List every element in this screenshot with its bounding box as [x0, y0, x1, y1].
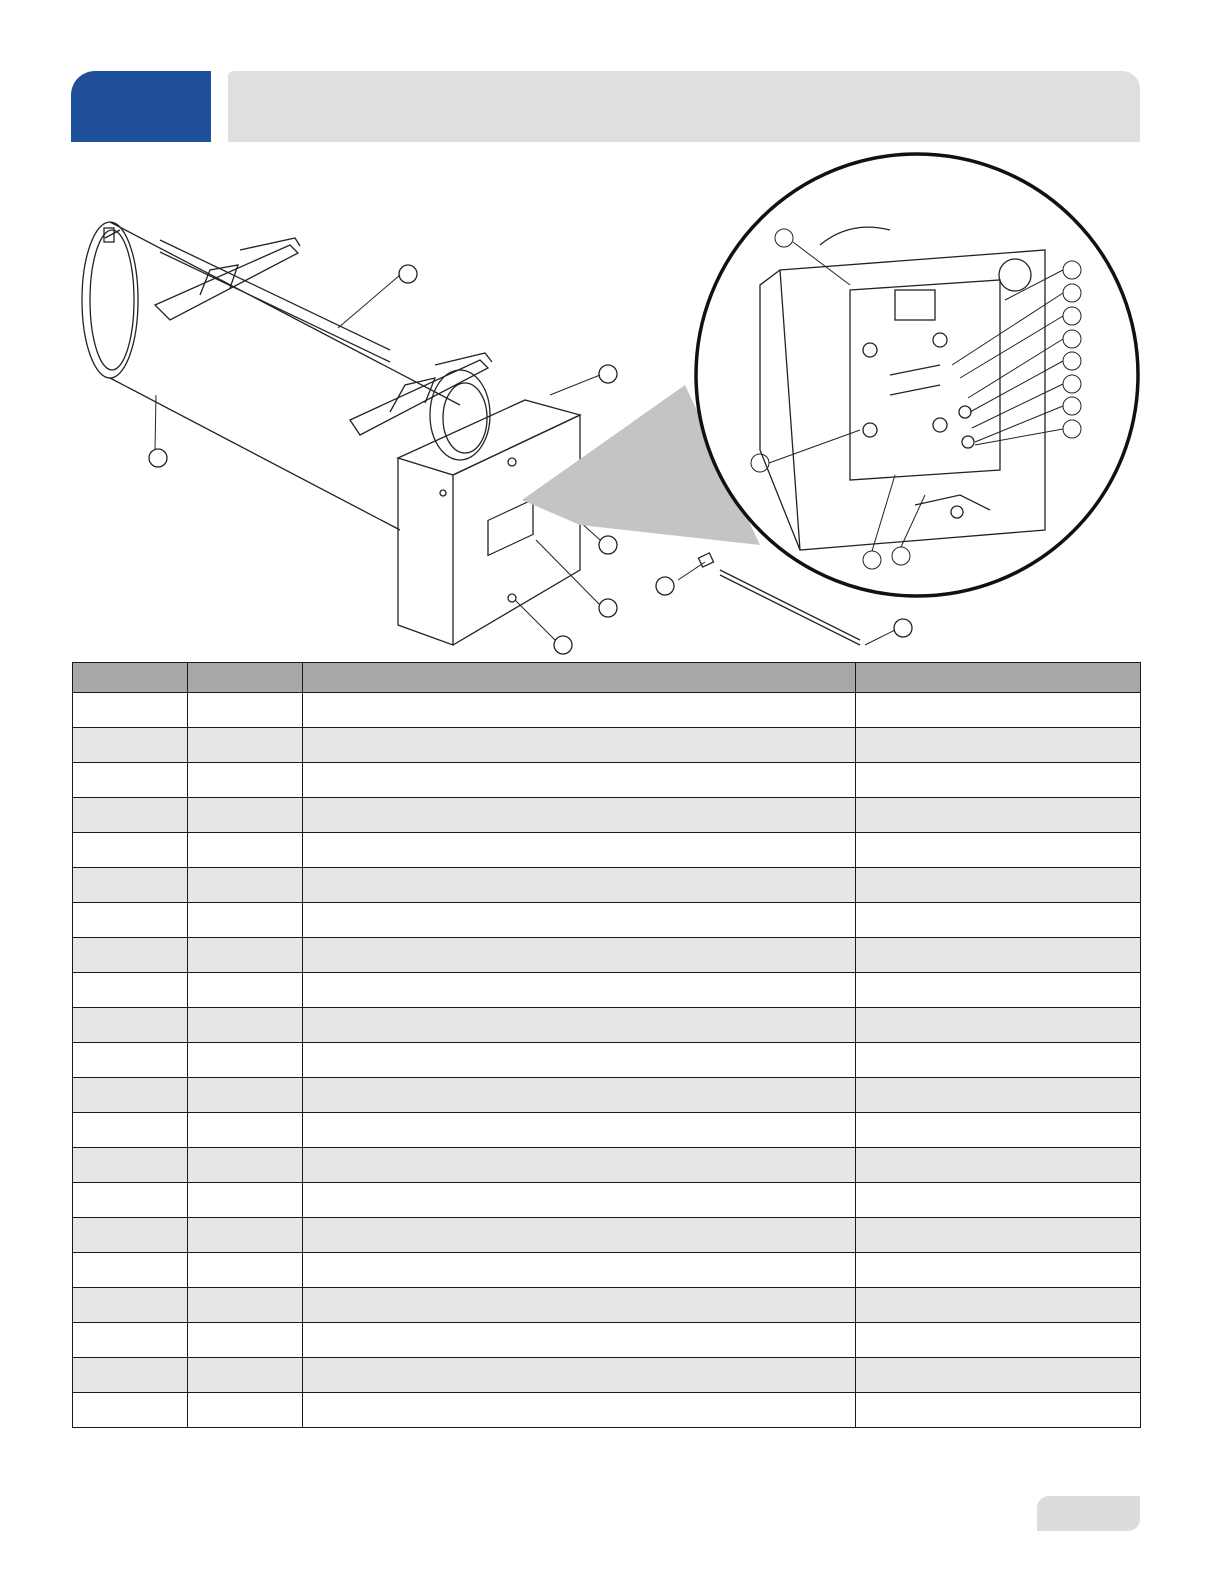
table-cell: [188, 1288, 303, 1323]
table-cell: [188, 833, 303, 868]
table-cell: [856, 868, 1141, 903]
mounting-bracket-2: [350, 353, 492, 435]
column-header: [188, 663, 303, 693]
table-cell: [303, 1218, 856, 1253]
table-row: [73, 1358, 1141, 1393]
parts-table: [72, 662, 1141, 1428]
table-row: [73, 938, 1141, 973]
heater-flange: [430, 370, 490, 460]
table-cell: [188, 1008, 303, 1043]
table-cell: [303, 833, 856, 868]
table-cell: [188, 1078, 303, 1113]
table-cell: [73, 1148, 188, 1183]
table-header-row: [73, 663, 1141, 693]
table-cell: [188, 938, 303, 973]
table-cell: [856, 1148, 1141, 1183]
table-cell: [73, 833, 188, 868]
table-row: [73, 763, 1141, 798]
table-cell: [303, 1288, 856, 1323]
table-cell: [303, 693, 856, 728]
column-header: [303, 663, 856, 693]
table-cell: [73, 1008, 188, 1043]
table-cell: [188, 1393, 303, 1428]
table-cell: [303, 798, 856, 833]
table-row: [73, 903, 1141, 938]
table-cell: [73, 1043, 188, 1078]
table-row: [73, 1113, 1141, 1148]
table-cell: [188, 1323, 303, 1358]
table-cell: [856, 1113, 1141, 1148]
table-cell: [73, 763, 188, 798]
table-cell: [73, 728, 188, 763]
table-cell: [303, 1008, 856, 1043]
table-cell: [856, 903, 1141, 938]
table-cell: [188, 1043, 303, 1078]
table-row: [73, 798, 1141, 833]
table-cell: [73, 1183, 188, 1218]
table-row: [73, 693, 1141, 728]
table-cell: [856, 1253, 1141, 1288]
table-cell: [188, 868, 303, 903]
column-header: [73, 663, 188, 693]
table-cell: [73, 938, 188, 973]
table-cell: [856, 798, 1141, 833]
table-cell: [856, 763, 1141, 798]
table-row: [73, 1078, 1141, 1113]
table-cell: [856, 1358, 1141, 1393]
table-cell: [73, 1323, 188, 1358]
table-cell: [188, 798, 303, 833]
table-cell: [188, 1148, 303, 1183]
table-cell: [856, 938, 1141, 973]
table-cell: [856, 1323, 1141, 1358]
page-number-tab: [1037, 1496, 1140, 1531]
table-cell: [303, 1323, 856, 1358]
table-cell: [303, 1078, 856, 1113]
table-row: [73, 973, 1141, 1008]
table-cell: [856, 1183, 1141, 1218]
table-cell: [303, 1358, 856, 1393]
table-cell: [303, 728, 856, 763]
table-cell: [303, 1043, 856, 1078]
table-cell: [188, 1183, 303, 1218]
table-cell: [856, 973, 1141, 1008]
table-cell: [73, 1078, 188, 1113]
table-row: [73, 868, 1141, 903]
table-row: [73, 1008, 1141, 1043]
table-cell: [73, 1253, 188, 1288]
heater-element-diagram: [60, 150, 1160, 660]
table-cell: [856, 1043, 1141, 1078]
table-cell: [188, 728, 303, 763]
table-cell: [188, 1218, 303, 1253]
table-cell: [73, 1358, 188, 1393]
table-cell: [73, 798, 188, 833]
table-cell: [856, 693, 1141, 728]
table-cell: [73, 1113, 188, 1148]
table-cell: [303, 938, 856, 973]
table-cell: [303, 973, 856, 1008]
table-row: [73, 1288, 1141, 1323]
table-cell: [188, 1358, 303, 1393]
table-cell: [303, 868, 856, 903]
table-cell: [303, 1113, 856, 1148]
table-row: [73, 1043, 1141, 1078]
table-row: [73, 1218, 1141, 1253]
table-cell: [303, 903, 856, 938]
table-cell: [73, 1288, 188, 1323]
table-cell: [73, 1218, 188, 1253]
table-cell: [188, 973, 303, 1008]
column-header: [856, 663, 1141, 693]
table-row: [73, 833, 1141, 868]
table-cell: [73, 903, 188, 938]
table-cell: [188, 693, 303, 728]
table-cell: [303, 763, 856, 798]
table-cell: [73, 693, 188, 728]
table-cell: [303, 1393, 856, 1428]
table-cell: [188, 1253, 303, 1288]
table-cell: [856, 728, 1141, 763]
table-cell: [856, 1288, 1141, 1323]
table-cell: [73, 973, 188, 1008]
table-cell: [856, 1393, 1141, 1428]
table-cell: [73, 1393, 188, 1428]
table-cell: [856, 1218, 1141, 1253]
table-row: [73, 728, 1141, 763]
table-row: [73, 1323, 1141, 1358]
table-cell: [303, 1148, 856, 1183]
table-cell: [188, 763, 303, 798]
mounting-bracket-1: [155, 238, 300, 320]
heater-tube: [82, 222, 460, 530]
table-cell: [73, 868, 188, 903]
table-cell: [303, 1253, 856, 1288]
table-cell: [188, 903, 303, 938]
table-row: [73, 1253, 1141, 1288]
terminal-box: [398, 400, 580, 645]
page-title-bar: [228, 71, 1140, 142]
table-cell: [856, 833, 1141, 868]
table-cell: [188, 1113, 303, 1148]
table-cell: [856, 1078, 1141, 1113]
table-cell: [856, 1008, 1141, 1043]
table-row: [73, 1148, 1141, 1183]
table-row: [73, 1393, 1141, 1428]
table-row: [73, 1183, 1141, 1218]
detail-magnifier: [696, 154, 1138, 596]
section-tab: [71, 71, 211, 142]
table-cell: [303, 1183, 856, 1218]
